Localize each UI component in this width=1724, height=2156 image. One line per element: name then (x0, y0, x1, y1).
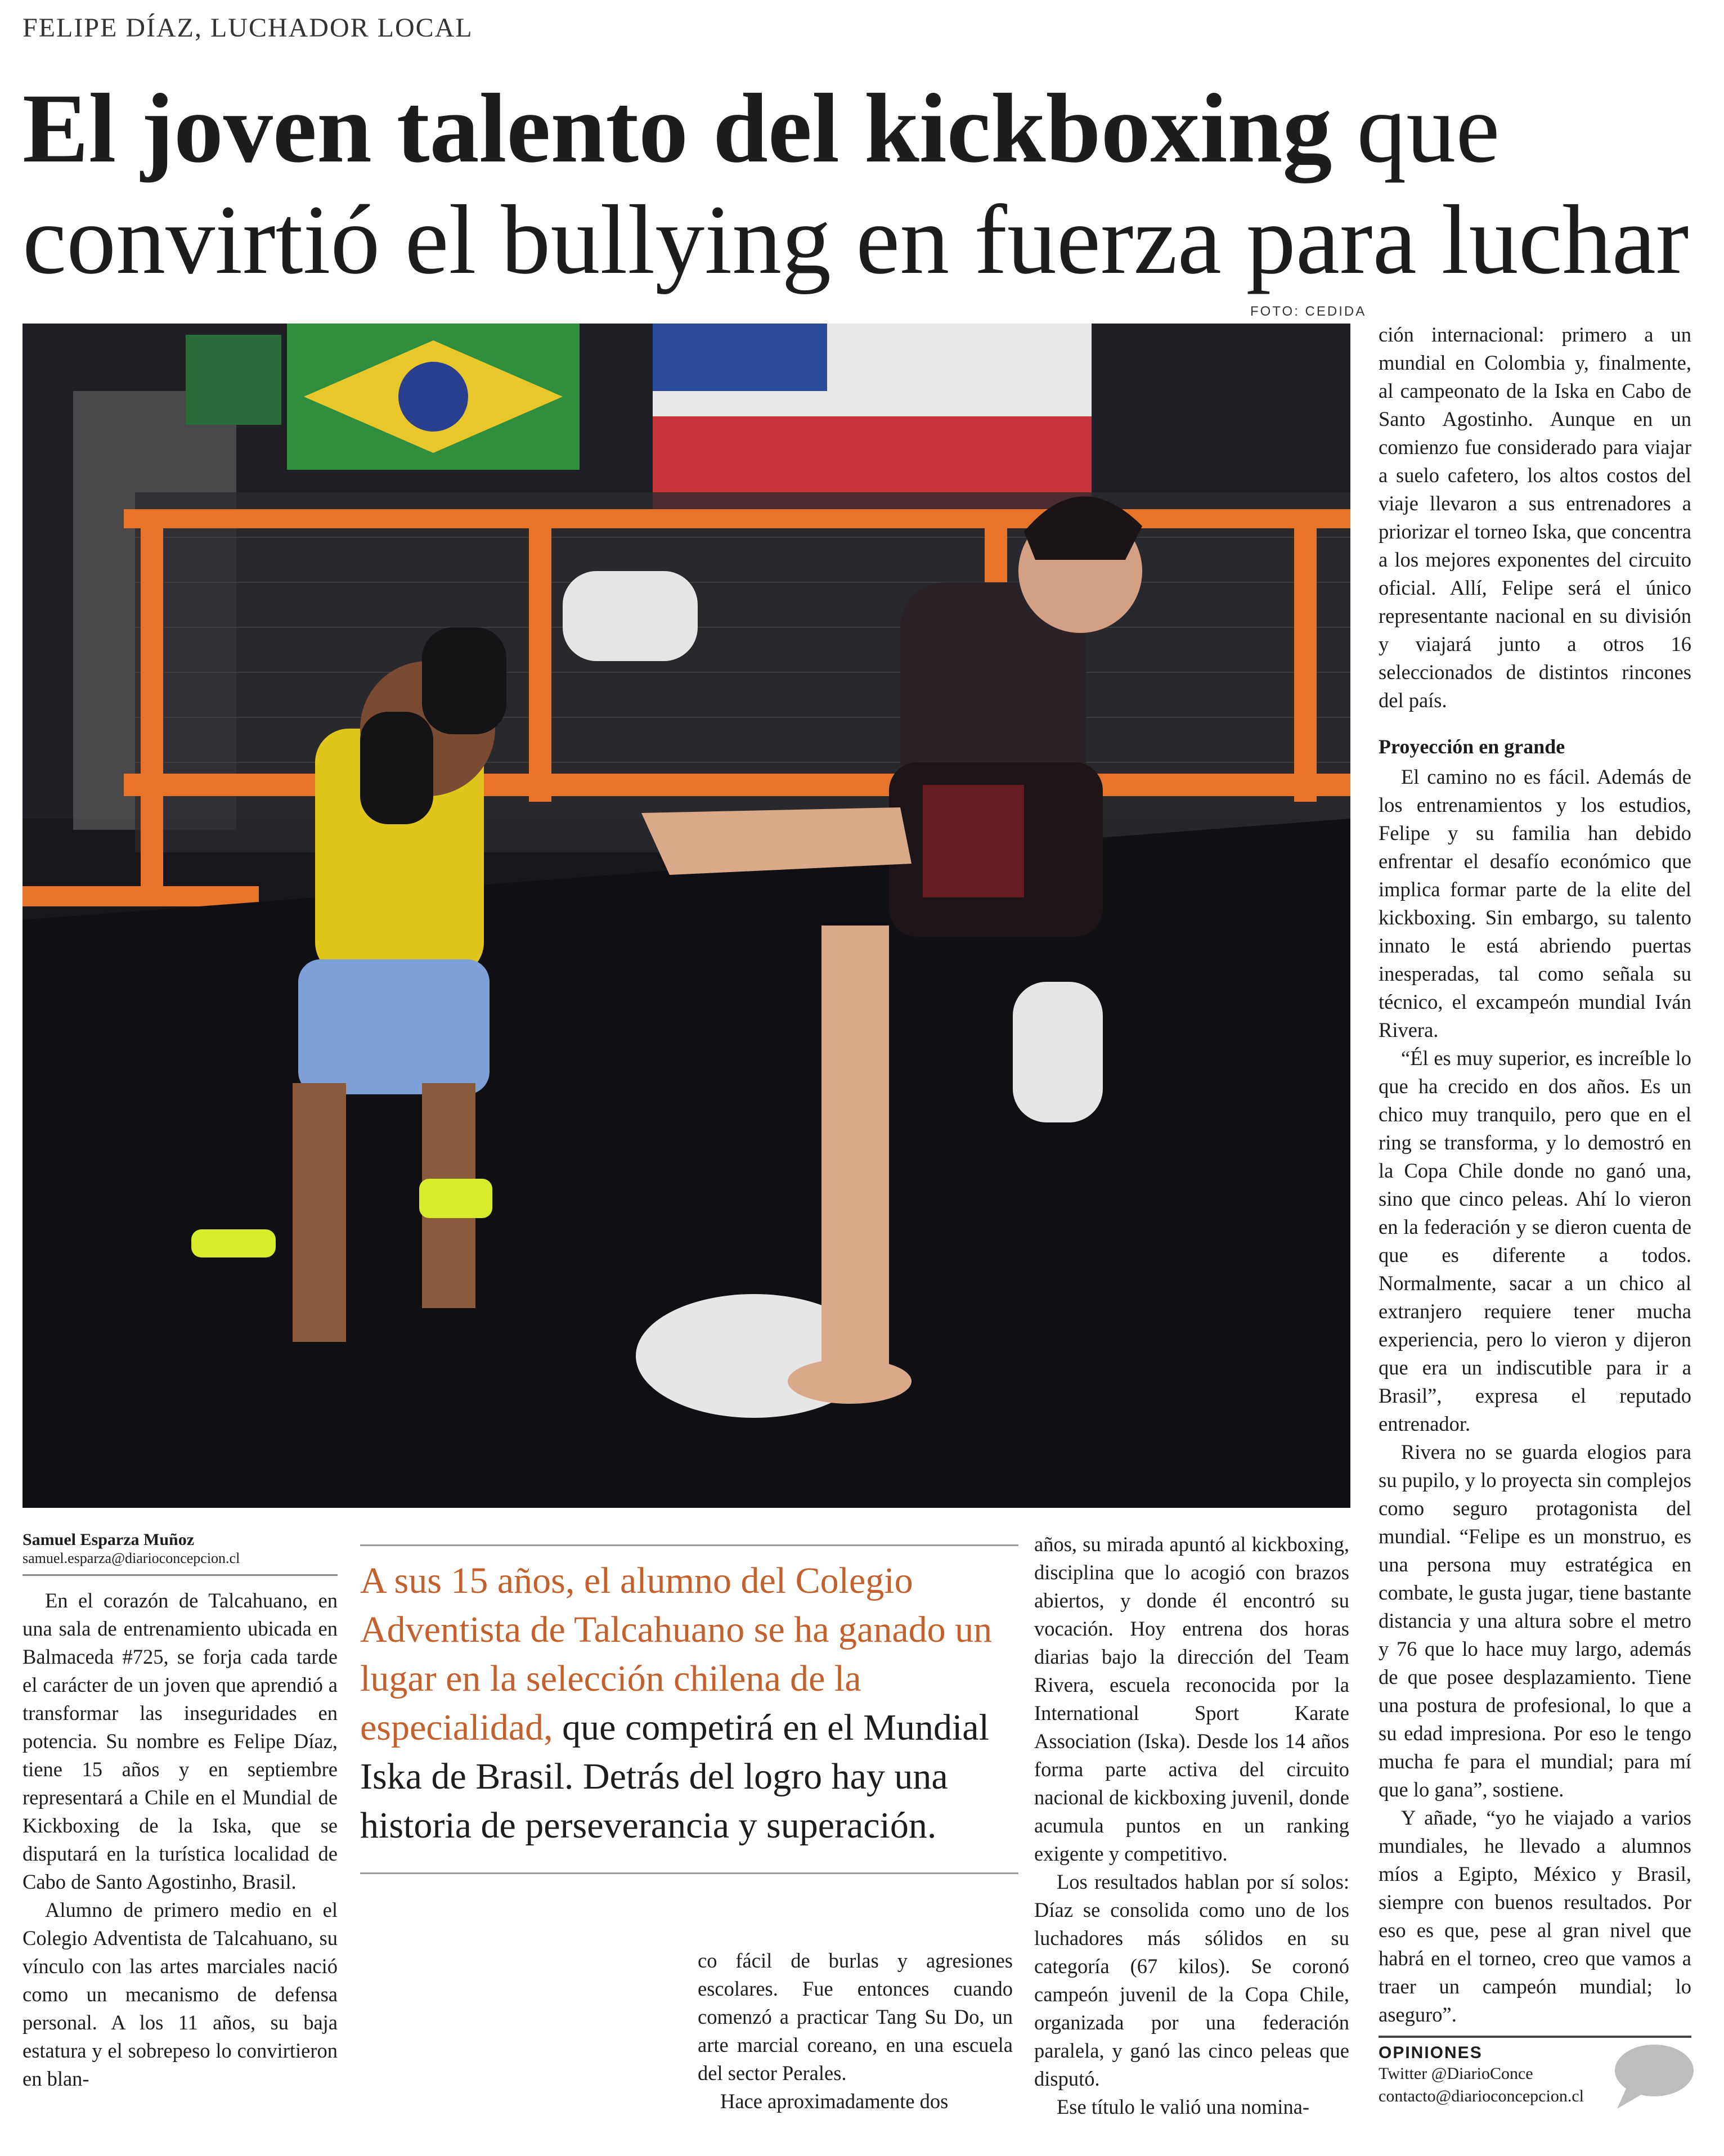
chile-flag (653, 324, 1092, 509)
opinions-twitter[interactable]: Twitter @DiarioConce (1379, 2064, 1533, 2083)
body-column-1 (23, 1587, 338, 2093)
paragraph: “Él es muy superior, es increíble lo que ha crecido en dos años. Es un chico muy tranquilo, pero que en el ring se transforma, y lo demostró en la Copa Chile donde no ganó una, sino que cinco peleas. Ahí lo vieron en la federación y se dieron cuenta de que es diferente a todos. Normalmente, sacar a un chico al extranjero requiere tener mucha experiencia, pero lo vieron y dijeron que era un indiscutible para ir a Brasil”, expresa el reputado entrenador. (1379, 1046, 1691, 1435)
paragraph: años, su mirada apuntó al kickboxing, disciplina que lo acogió con brazos abiertos, y donde él encontró su vocación. Hoy entrena dos horas diarias bajo la dirección del Team Rivera, escuela reconocida por la International Sport Karate Association (Iska). Desde los 14 años forma parte activa del circuito nacional de kickboxing juvenil, donde acumula puntos en un ranking exigente y competitivo. (1034, 1533, 1349, 1865)
author-email[interactable]: samuel.esparza@diarioconcepcion.cl (23, 1550, 240, 1566)
subheading: Proyección en grande (1379, 735, 1565, 758)
paragraph: Los resultados hablan por sí solos: Díaz se consolida como uno de los luchadores más sólidos en su categoría (67 kilos). Se coronó campeón juvenil de la Copa Chile, organizada por una federación paralela, y ganó las cinco peleas que disputó. (1034, 1870, 1349, 2090)
paragraph: El camino no es fácil. Además de los entrenamientos y los estudios, Felipe y su familia han debido enfrentar el desafío económico que implica formar parte de la elite del kickboxing. Sin embargo, su talento innato le está abriendo puertas inesperadas, tal como señala su técnico, el excampeón mundial Iván Rivera. (1379, 765, 1691, 1041)
pull-quote (360, 1544, 1018, 1874)
body-column-2 (698, 1947, 1013, 2115)
author-name: Samuel Esparza Muñoz (23, 1530, 195, 1549)
paragraph: co fácil de burlas y agresiones escolares. Fue entonces cuando comenzó a practicar Tang Su Do, un arte marcial coreano, en una escuela del sector Perales. (698, 1949, 1013, 2085)
pull-quote-accent: A sus 15 años, el alumno del Colegio Adventista de Talcahuano se ha ganado un lugar en la selección chilena de la especialidad, (360, 1560, 993, 1748)
paragraph: Hace aproximadamente dos (720, 2090, 949, 2113)
section-kicker: FELIPE DÍAZ, LUCHADOR LOCAL (23, 13, 473, 43)
speech-bubble-icon (1610, 2041, 1695, 2112)
photo-credit: FOTO: CEDIDA (1250, 304, 1367, 319)
byline (23, 1530, 338, 1576)
paragraph: Ese título le valió una nomina- (1057, 2095, 1310, 2118)
headline-light: que convirtió el bullying en fuerza para luchar (23, 74, 1689, 295)
article-photo (23, 324, 1350, 1508)
headline (23, 73, 1705, 296)
paragraph: Alumno de primero medio en el Colegio Adventista de Talcahuano, su vínculo con las artes marciales nació como un mecanismo de defensa personal. A los 11 años, su baja estatura y el sobrepeso lo convirtieron en blan- (23, 1898, 338, 2090)
body-column-3 (1034, 1530, 1349, 2121)
byline-divider (23, 1574, 338, 1576)
opinions-contact[interactable]: contacto@diarioconcepcion.cl (1379, 2087, 1584, 2105)
pull-quote-text (360, 1556, 1018, 1850)
kickboxing-photo-illustration (23, 324, 1350, 1508)
brazil-flag (287, 324, 580, 470)
pull-quote-bottom-rule (360, 1872, 1018, 1874)
wall-logo (186, 335, 281, 425)
body-column-4 (1379, 321, 1691, 2029)
opinions-title: OPINIONES (1379, 2043, 1483, 2062)
paragraph: En el corazón de Talcahuano, en una sala de entrenamiento ubicada en Balmaceda #725, se forja cada tarde el carácter de un joven que aprendió a transformar las inseguridades en potencia. Su nombre es Felipe Díaz, tiene 15 años y en septiembre representará a Chile en el Mundial de Kickboxing de la Iska, que se disputará en la turística localidad de Cabo de Santo Agostinho, Brasil. (23, 1589, 338, 1893)
headline-bold: El joven talento del kickboxing (23, 74, 1332, 183)
paragraph: Rivera no se guarda elogios para su pupilo, y lo proyecta sin complejos como seguro protagonista del mundial. “Felipe es un monstruo, es una persona muy estratégica en combate, le gusta jugar, tiene bastante distancia y una altura sobre el metro y 76 que lo hace muy largo, además de que posee desplazamiento. Tiene una postura de profesional, lo que a su edad impresiona. Por eso le tengo mucha fe para el mundial; para mí que lo gana”, sostiene. (1379, 1440, 1691, 1801)
paragraph: Y añade, “yo he viajado a varios mundiales, he llevado a alumnos míos a Egipto, México y Brasil, siempre con buenos resultados. Por eso es que, pese al gran nivel que habrá en el torneo, creo que vamos a traer un campeón mundial; lo aseguro”. (1379, 1806, 1691, 2026)
pull-quote-rest: que competirá en el Mundial Iska de Brasil. Detrás del logro hay una historia de perseverancia y superación. (360, 1707, 989, 1846)
paragraph: ción internacional: primero a un mundial en Colombia y, finalmente, al campeonato de la Iska en Cabo de Santo Agostinho. Aunque en un comienzo fue considerado para viajar a suelo cafetero, los altos costos del viaje llevaron a sus entrenadores a priorizar el torneo Iska, que concentra a los mejores exponentes del circuito oficial. Allí, Felipe será el único representante nacional en su división y viajará junto a otros 16 seleccionados de distintos rincones del país. (1379, 323, 1691, 712)
opinions-divider (1379, 2036, 1691, 2038)
pull-quote-top-rule (360, 1544, 1018, 1546)
